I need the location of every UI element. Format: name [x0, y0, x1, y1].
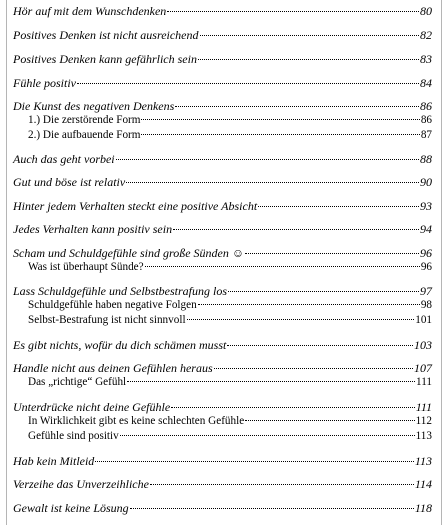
toc-entry[interactable] [13, 152, 432, 167]
toc-entry-title: Jedes Verhalten kann positiv sein [13, 222, 173, 236]
toc-subentry[interactable] [28, 114, 432, 126]
page-border-right [441, 0, 442, 525]
toc-subentry-title: 2.) Die aufbauende Form [28, 129, 141, 141]
toc-entry-title: Hinter jedem Verhalten steckt eine positive Absicht [13, 199, 258, 213]
toc-entry-page: 94 [420, 222, 432, 236]
toc-entry-page: 103 [414, 338, 432, 352]
leader-dots [245, 253, 419, 254]
leader-dots [77, 83, 419, 84]
toc-entry[interactable] [13, 400, 432, 415]
leader-dots [245, 420, 414, 421]
leader-dots [175, 106, 419, 107]
toc-entry[interactable] [13, 4, 432, 19]
toc-subentry[interactable] [28, 261, 432, 273]
toc-entry[interactable] [13, 501, 432, 516]
toc-entry[interactable] [13, 99, 432, 114]
leader-dots [145, 266, 420, 267]
toc-entry-title: Fühle positiv [13, 76, 76, 90]
leader-dots [227, 345, 413, 346]
leader-dots [228, 291, 419, 292]
toc-subentry-page: 112 [415, 415, 432, 427]
toc-entry-title: Positives Denken ist nicht ausreichend [13, 28, 199, 42]
toc-subentry[interactable] [28, 376, 432, 388]
toc-entry-title: Lass Schuldgefühle und Selbstbestrafung los [13, 284, 227, 298]
leader-dots [173, 229, 419, 230]
toc-entry-page: 114 [414, 477, 432, 491]
leader-dots [116, 159, 419, 160]
leader-dots [258, 206, 419, 207]
toc-subentry[interactable] [28, 314, 432, 326]
leader-dots [141, 119, 419, 120]
toc-entry-title: Es gibt nichts, wofür du dich schämen musst [13, 338, 227, 352]
leader-dots [130, 508, 414, 509]
toc-entry-title: Scham und Schuldgefühle sind große Sünden ☺ [13, 246, 245, 260]
toc-entry-title: Positives Denken kann gefährlich sein [13, 52, 197, 66]
leader-dots [127, 381, 415, 382]
toc-entry[interactable] [13, 28, 432, 43]
toc-entry-page: 107 [414, 361, 432, 375]
toc-entry-title: Unterdrücke nicht deine Gefühle [13, 400, 171, 414]
toc-entry-page: 97 [420, 284, 432, 298]
leader-dots [198, 304, 420, 305]
toc-subentry-page: 87 [420, 129, 432, 141]
toc-subentry-title: 1.) Die zerstörende Form [28, 114, 141, 126]
toc-entry-page: 96 [420, 246, 432, 260]
toc-subentry[interactable] [28, 415, 432, 427]
toc-entry-title: Hör auf mit dem Wunschdenken [13, 4, 167, 18]
leader-dots [126, 182, 419, 183]
toc-entry-page: 111 [415, 400, 432, 414]
toc-entry[interactable] [13, 76, 432, 91]
leader-dots [150, 484, 414, 485]
toc-entry[interactable] [13, 199, 432, 214]
toc-entry[interactable] [13, 454, 432, 469]
toc-subentry[interactable] [28, 299, 432, 311]
toc-entry[interactable] [13, 477, 432, 492]
toc-entry-page: 90 [420, 175, 432, 189]
toc-subentry-page: 86 [420, 114, 432, 126]
toc-entry-page: 93 [420, 199, 432, 213]
leader-dots [187, 319, 415, 320]
toc-entry[interactable] [13, 52, 432, 67]
toc-subentry-title: In Wirklichkeit gibt es keine schlechten Gefühle [28, 415, 245, 427]
leader-dots [171, 407, 415, 408]
toc-subentry-title: Das „richtige“ Gefühl [28, 376, 127, 388]
leader-dots [167, 11, 419, 12]
toc-entry[interactable] [13, 246, 432, 261]
toc-entry-title: Verzeihe das Unverzeihliche [13, 477, 149, 491]
toc-subentry-page: 98 [420, 299, 432, 311]
toc-entry-title: Auch das geht vorbei [13, 152, 115, 166]
toc-subentry-page: 111 [416, 376, 432, 388]
toc-entry-title: Handle nicht aus deinen Gefühlen heraus [13, 361, 213, 375]
leader-dots [200, 35, 419, 36]
leader-dots [214, 368, 413, 369]
toc-entry-page: 88 [420, 152, 432, 166]
toc-entry[interactable] [13, 361, 432, 376]
toc-entry[interactable] [13, 284, 432, 299]
toc-subentry[interactable] [28, 430, 432, 442]
toc-entry-title: Hab kein Mitleid [13, 454, 95, 468]
toc-entry-page: 84 [420, 76, 432, 90]
toc-entry-title: Die Kunst des negativen Denkens [13, 99, 175, 113]
toc-entry-page: 86 [420, 99, 432, 113]
toc-entry-page: 80 [420, 4, 432, 18]
toc-subentry-title: Schuldgefühle haben negative Folgen [28, 299, 197, 311]
toc-subentry-page: 96 [420, 261, 432, 273]
leader-dots [95, 461, 414, 462]
leader-dots [120, 435, 415, 436]
leader-dots [141, 134, 419, 135]
toc-entry-page: 83 [420, 52, 432, 66]
toc-entry-page: 113 [414, 454, 432, 468]
toc-entry[interactable] [13, 222, 432, 237]
toc-subentry-title: Selbst-Bestrafung ist nicht sinnvoll [28, 314, 186, 326]
toc-subentry-title: Was ist überhaupt Sünde? [28, 261, 144, 273]
page-border-left [6, 0, 7, 525]
toc-entry-page: 82 [420, 28, 432, 42]
toc-subentry-title: Gefühle sind positiv [28, 430, 119, 442]
toc-entry-title: Gewalt ist keine Lösung [13, 501, 129, 515]
toc-entry[interactable] [13, 175, 432, 190]
toc-entry-page: 118 [414, 501, 432, 515]
leader-dots [198, 59, 419, 60]
toc-subentry-page: 113 [415, 430, 432, 442]
toc-subentry-page: 101 [415, 314, 432, 326]
toc-entry-title: Gut und böse ist relativ [13, 175, 126, 189]
toc-subentry[interactable] [28, 129, 432, 141]
toc-entry[interactable] [13, 338, 432, 353]
